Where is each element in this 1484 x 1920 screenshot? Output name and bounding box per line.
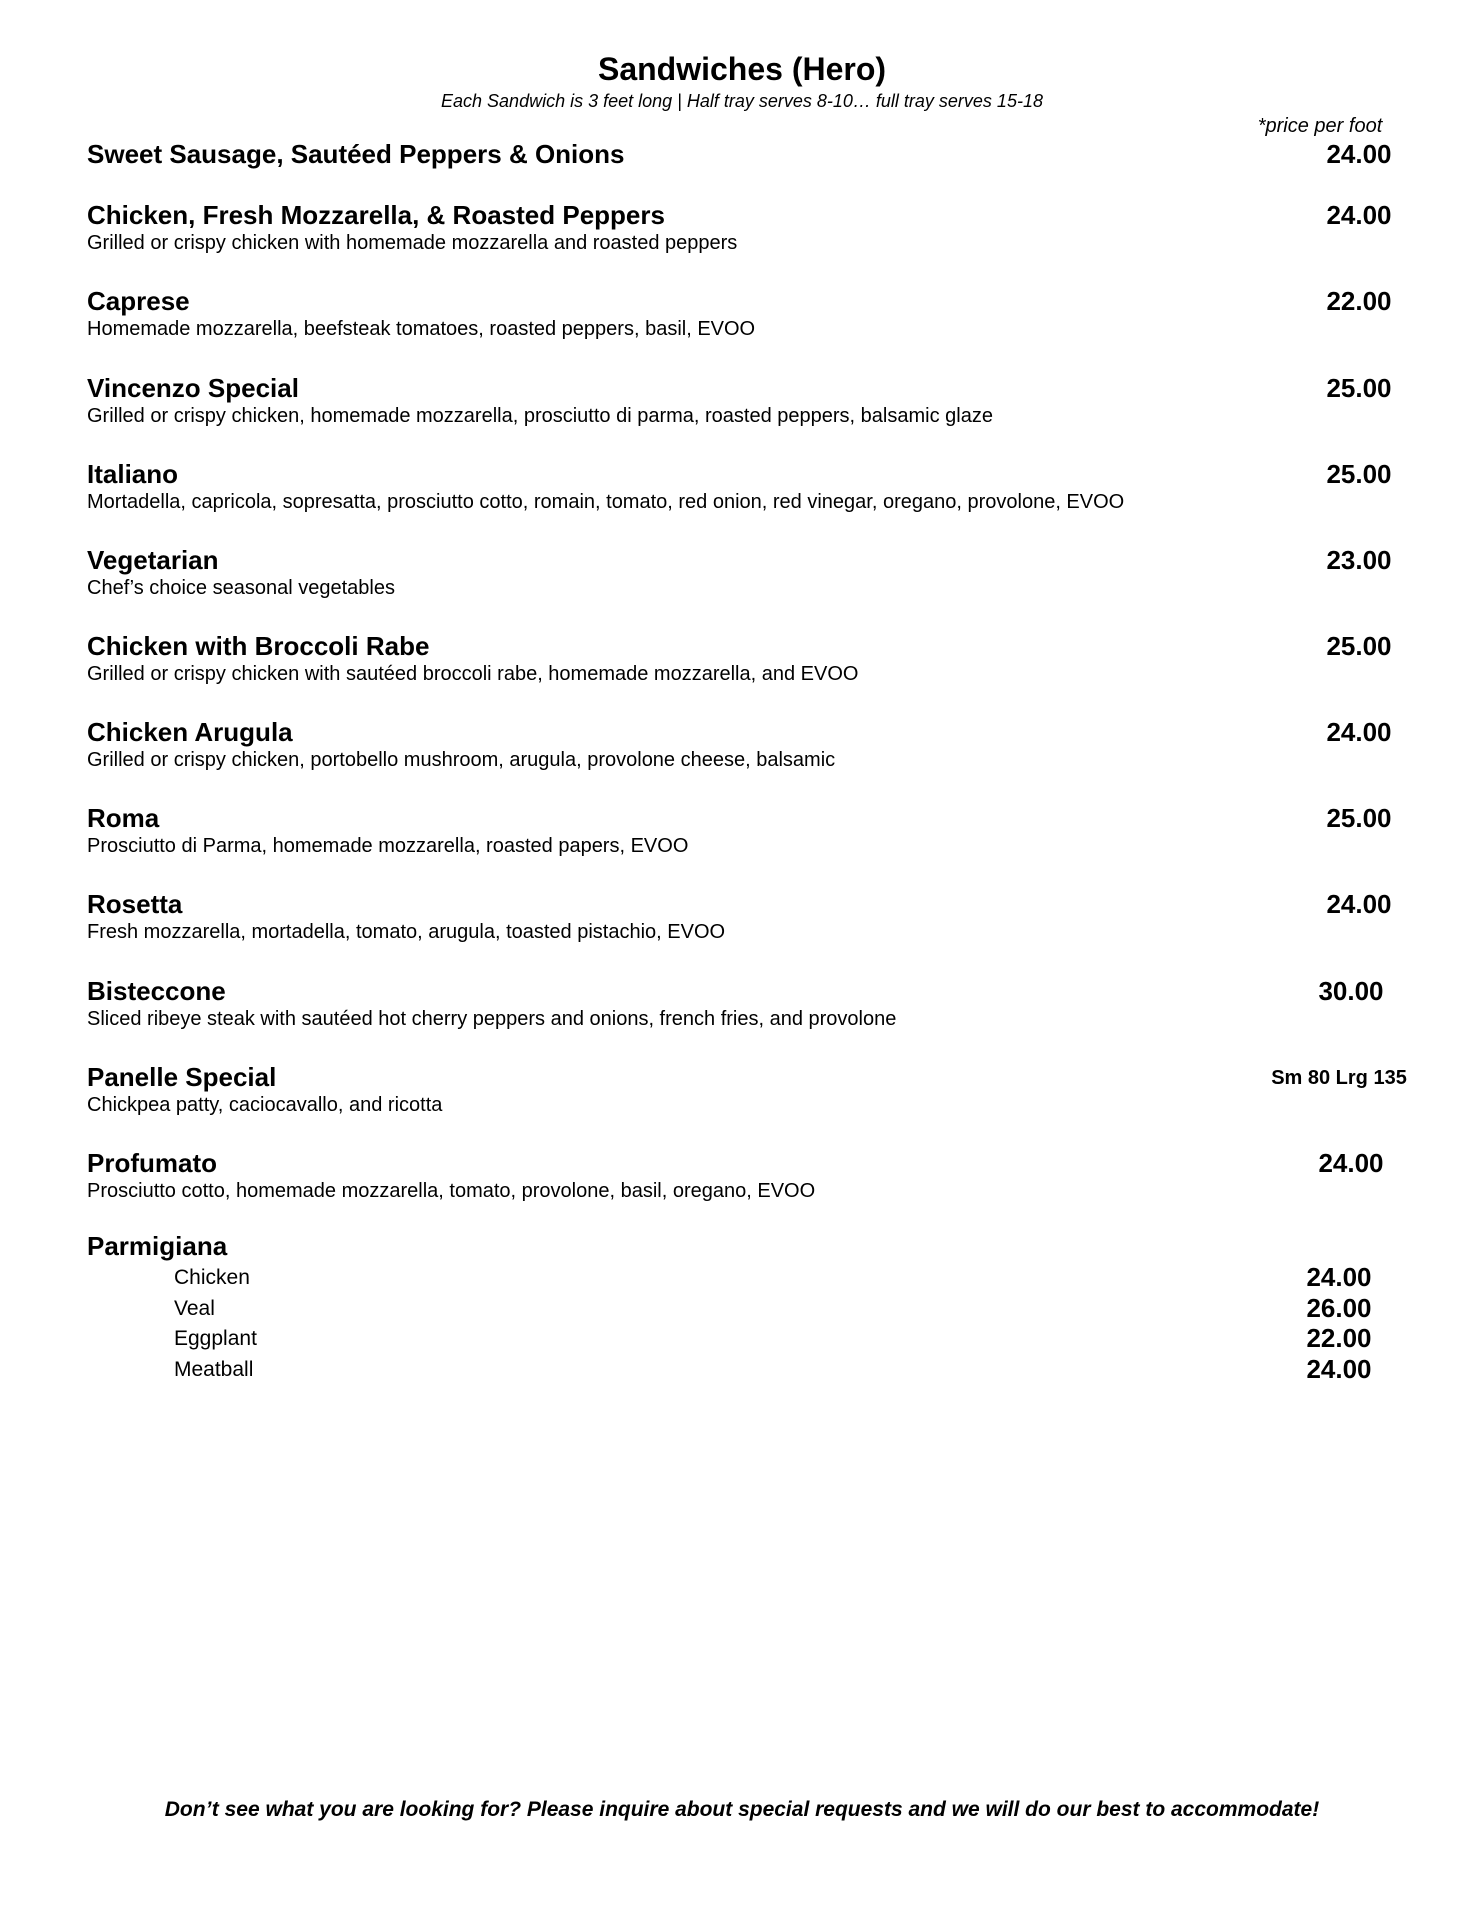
menu-item [87, 373, 1407, 428]
list-item [87, 1354, 1407, 1385]
item-price: 22.00 [1326, 286, 1392, 316]
item-price: 24.00 [1326, 889, 1392, 919]
item-description: Grilled or crispy chicken with homemade mozzarella and roasted peppers [87, 232, 738, 254]
menu-item [87, 459, 1407, 514]
item-name: Italiano [87, 459, 179, 489]
item-description: Grilled or crispy chicken with sautéed broccoli rabe, homemade mozzarella, and EVOO [87, 663, 859, 685]
menu-item [87, 1062, 1407, 1117]
list-item [87, 1323, 1407, 1354]
price-note: *price per foot [1257, 115, 1383, 137]
item-name: Panelle Special [87, 1062, 277, 1092]
page-title: Sandwiches (Hero) [597, 51, 887, 87]
menu-item [87, 803, 1407, 858]
item-price: 24.00 [1326, 717, 1392, 747]
item-price: 25.00 [1326, 459, 1392, 489]
item-description: Sliced ribeye steak with sautéed hot cherry peppers and onions, french fries, and provolone [87, 1008, 897, 1030]
item-name: Chicken, Fresh Mozzarella, & Roasted Peppers [87, 200, 665, 230]
item-price: 25.00 [1326, 803, 1392, 833]
sub-item-name: Meatball [174, 1357, 254, 1381]
menu-item [87, 1231, 1407, 1261]
item-description: Prosciutto di Parma, homemade mozzarella, roasted papers, EVOO [87, 835, 689, 857]
item-price: Sm 80 Lrg 135 [1271, 1067, 1407, 1089]
item-price: 24.00 [1318, 1148, 1384, 1178]
sub-item-name: Eggplant [174, 1327, 257, 1350]
sub-item-price: 22.00 [1306, 1323, 1372, 1353]
menu-item [87, 976, 1407, 1031]
item-name: Vegetarian [87, 545, 219, 575]
sub-item-name: Chicken [174, 1266, 250, 1289]
item-price: 30.00 [1318, 976, 1384, 1006]
menu-item [87, 631, 1407, 686]
item-description: Chef’s choice seasonal vegetables [87, 577, 395, 599]
item-price: 23.00 [1326, 545, 1392, 575]
item-name: Caprese [87, 286, 190, 316]
menu-item [87, 889, 1407, 944]
item-name: Parmigiana [87, 1231, 228, 1261]
item-description: Prosciutto cotto, homemade mozzarella, tomato, provolone, basil, oregano, EVOO [87, 1180, 816, 1202]
menu-item [87, 200, 1407, 255]
item-name: Chicken Arugula [87, 717, 293, 747]
sub-item-name: Veal [174, 1296, 215, 1320]
item-name: Sweet Sausage, Sautéed Peppers & Onions [87, 139, 625, 169]
item-price: 24.00 [1326, 139, 1392, 169]
sub-item-price: 24.00 [1306, 1353, 1372, 1384]
list-item [87, 1293, 1407, 1324]
item-price: 25.00 [1326, 631, 1392, 661]
item-name: Chicken with Broccoli Rabe [87, 631, 430, 661]
menu-item [87, 139, 1407, 169]
menu-item [87, 286, 1407, 341]
item-name: Roma [87, 803, 160, 833]
menu-item [87, 717, 1407, 772]
item-price: 25.00 [1326, 373, 1392, 403]
menu-item [87, 1148, 1407, 1203]
item-description: Mortadella, capricola, sopresatta, prosciutto cotto, romain, tomato, red onion, red vinegar, oregano, provolone, EVOO [87, 491, 1125, 513]
item-description: Chickpea patty, caciocavallo, and ricotta [87, 1094, 443, 1116]
footer-note: Don’t see what you are looking for? Please inquire about special requests and we will do our best to accommodate! [164, 1798, 1320, 1821]
menu-item [87, 545, 1407, 600]
sub-item-price: 24.00 [1306, 1262, 1372, 1292]
item-name: Bisteccone [87, 976, 226, 1006]
sub-item-price: 26.00 [1306, 1292, 1372, 1323]
item-name: Vincenzo Special [87, 373, 299, 403]
list-item [87, 1262, 1407, 1293]
item-name: Profumato [87, 1148, 217, 1178]
parmigiana-list [87, 1262, 1407, 1384]
item-name: Rosetta [87, 889, 183, 919]
item-price: 24.00 [1326, 200, 1392, 230]
item-description: Homemade mozzarella, beefsteak tomatoes, roasted peppers, basil, EVOO [87, 318, 756, 340]
item-description: Fresh mozzarella, mortadella, tomato, arugula, toasted pistachio, EVOO [87, 921, 726, 943]
page-subtitle: Each Sandwich is 3 feet long | Half tray serves 8-10… full tray serves 15-18 [441, 91, 1043, 111]
item-description: Grilled or crispy chicken, homemade mozzarella, prosciutto di parma, roasted peppers, balsamic glaze [87, 405, 993, 427]
item-description: Grilled or crispy chicken, portobello mushroom, arugula, provolone cheese, balsamic [87, 749, 836, 771]
